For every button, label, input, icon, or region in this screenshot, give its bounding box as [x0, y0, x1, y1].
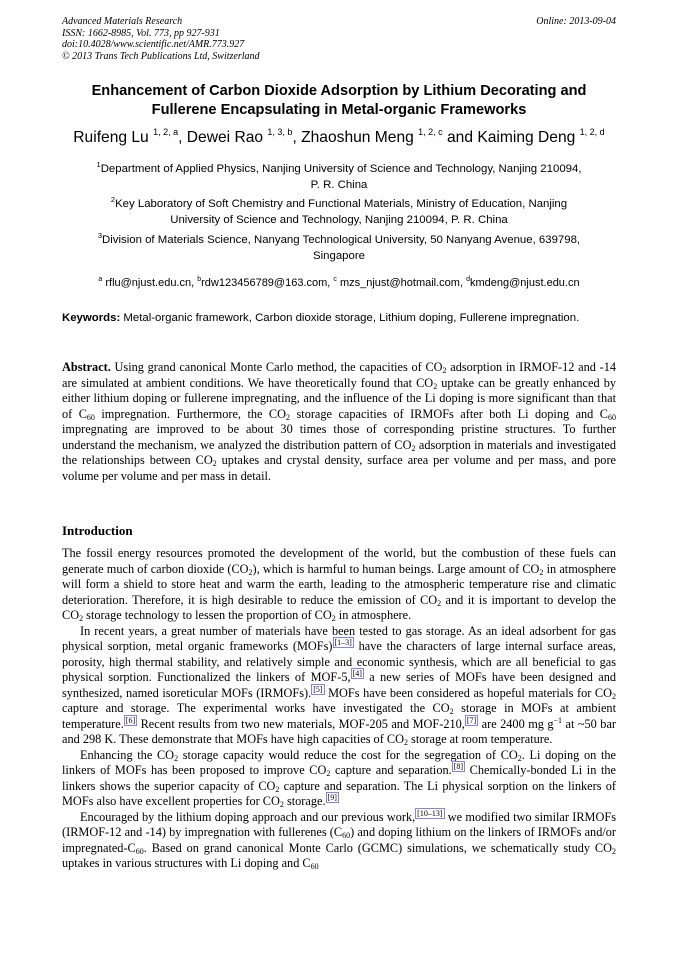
introduction-heading: Introduction — [62, 523, 133, 538]
journal-name: Advanced Materials Research — [62, 16, 183, 27]
text-run: ), which is harmful to human beings. Large amount of CO — [252, 561, 540, 576]
email-address[interactable]: kmdeng@njust.edu.cn — [469, 277, 580, 289]
intro-paragraph — [62, 810, 616, 872]
author-affil-sup: 1, 2, d — [579, 127, 605, 137]
subscript: 2 — [437, 598, 442, 608]
email-address[interactable]: rflu@njust.edu.cn — [105, 277, 192, 289]
citation-link[interactable]: [5] — [313, 684, 323, 694]
affiliation-line: P. R. China — [310, 178, 368, 191]
text-run: at ~50 bar and 298 K. These demonstrate that MOFs have high capacities of CO — [62, 716, 617, 746]
text-run: Recent results from two new materials, MOF-205 and MOF-210, — [137, 716, 465, 731]
email-separator: , — [327, 277, 334, 289]
subscript: 2 — [248, 567, 253, 577]
intro-paragraph — [62, 624, 616, 748]
email-list — [62, 276, 616, 290]
author-affil-sup: 1, 3, b — [267, 127, 293, 137]
text-run: adsorption in materials and investigated the relationships between CO — [62, 437, 617, 467]
title-line: Fullerene Encapsulating in Metal-organic Frameworks — [151, 102, 527, 118]
text-run: uptakes in various structures with Li doping and C — [62, 856, 311, 870]
email-sup: b — [197, 276, 202, 283]
author-name: Kaiming Deng — [477, 129, 576, 146]
text-run: a new series of MOFs have been designed and synthesized, named isoreticular MOFs (IRMOFs). — [62, 670, 616, 700]
subscript: 2 — [275, 784, 280, 794]
affiliation-line: Division of Materials Science, Nanyang Technological University, 50 Nanyang Avenue, 639798, — [102, 234, 581, 246]
text-run: MOFs have been considered as hopeful materials for CO — [324, 685, 612, 700]
text-run: have the characters of large internal surface areas, porosity, high thermal stability, and relatively simple and economic synthesis, which are all beneficial to gas physical sorption. Functionalized the linkers of MOF-5, — [62, 639, 617, 684]
author-affil-sup: 1, 2, c — [418, 127, 443, 137]
author-separator: and — [442, 129, 478, 146]
online-date: Online: 2013-09-04 — [536, 16, 616, 27]
author-affil-sup: 1, 2, a — [153, 127, 179, 137]
citation-link[interactable]: [7] — [466, 715, 477, 725]
email-sup: a — [98, 276, 103, 283]
subscript: 2 — [326, 769, 331, 778]
text-run: in atmosphere will form a shield to store heat and warm the earth, leading to the atmospheric temperature rise and climatic deterioration. Therefore, it is high desirable to reduce the emission of CO — [62, 561, 616, 607]
journal-header — [62, 16, 616, 62]
author-list — [62, 128, 616, 148]
text-run: Using grand canonical Monte Carlo method, the capacities of CO — [110, 360, 443, 374]
citation-link[interactable]: [9] — [327, 793, 337, 802]
text-run: adsorption in IRMOF-12 and -14 are simulated at ambient conditions. We have theoretically found that CO — [62, 360, 616, 390]
text-run: are 2400 mg g — [478, 716, 554, 731]
text-run: Chemically-bonded Li in the linkers shows the superior capacity of CO — [62, 763, 616, 793]
citation-link[interactable]: [1–3] — [334, 638, 352, 647]
subscript: 2 — [449, 707, 454, 716]
subscript: 2 — [331, 614, 336, 623]
subscript: 2 — [442, 366, 447, 375]
affiliation-2 — [62, 197, 616, 228]
subscript: 2 — [174, 753, 179, 763]
author-separator: , — [178, 129, 187, 146]
subscript: 2 — [411, 443, 416, 453]
email-sup: c — [333, 276, 337, 283]
subscript: 2 — [539, 567, 544, 577]
text-run: The fossil energy resources promoted the development of the world, but the combustion of these fuels can generate much of carbon dioxide (CO — [62, 546, 616, 576]
email-address[interactable]: mzs_njust@hotmail.com — [339, 277, 460, 289]
text-run: in atmosphere. — [335, 608, 412, 622]
affiliation-sup: 1 — [96, 160, 101, 169]
affiliation-1 — [62, 162, 616, 193]
subscript: 60 — [342, 831, 351, 840]
keywords-text: Metal-organic framework, Carbon dioxide storage, Lithium doping, Fullerene impregnation. — [120, 312, 580, 324]
subscript: 2 — [286, 412, 291, 422]
text-run: . Based on grand canonical Monte Carlo (GCMC) simulations, we schematically study CO — [143, 840, 612, 855]
subscript: 2 — [403, 738, 408, 747]
subscript: 60 — [310, 862, 319, 871]
citation-link[interactable]: [4] — [352, 669, 362, 678]
text-run: impregnation. Furthermore, the CO — [94, 406, 287, 421]
subscript: 60 — [608, 412, 616, 422]
subscript: 2 — [212, 459, 217, 468]
email-separator: , — [459, 277, 467, 289]
subscript: 2 — [517, 753, 522, 763]
subscript: 2 — [612, 691, 616, 701]
text-run: In recent years, a great number of materials have been tested to gas storage. As an ideal adsorbent for gas physical sorption, metal organic frameworks (MOFs) — [62, 623, 616, 653]
text-run: uptake can be greatly enhanced by either lithium doping or fullerene impregnating, and the influence of the Li doping is more significant than that of C — [62, 375, 616, 421]
email-sup: d — [466, 276, 470, 283]
affiliation-line: Department of Applied Physics, Nanjing University of Science and Technology, Nanjing 210094, — [100, 163, 582, 175]
affiliation-sup: 2 — [110, 195, 116, 204]
email-address[interactable]: rdw123456789@163.com — [201, 277, 328, 289]
author-name: Zhaoshun Meng — [301, 129, 414, 146]
text-run: Encouraged by the lithium doping approach and our previous work, — [80, 809, 416, 824]
abstract — [62, 360, 616, 484]
affiliation-3 — [62, 233, 616, 264]
copyright-line: © 2013 Trans Tech Publications Ltd, Switzerland — [62, 50, 260, 62]
text-run: storage. — [283, 794, 326, 808]
text-run: Enhancing the CO — [80, 747, 175, 762]
intro-paragraph — [62, 748, 616, 810]
text-run: ) and doping lithium on the linkers of IRMOFs and/or impregnated-C — [62, 825, 617, 855]
text-run: storage capacity would reduce the cost for the segregation of CO — [178, 747, 518, 762]
subscript: 60 — [86, 412, 95, 422]
text-run: capture and separation. — [330, 763, 452, 777]
issn-line: ISSN: 1662-8985, Vol. 773, pp 927-931 — [62, 27, 220, 39]
title-line: Enhancement of Carbon Dioxide Adsorption by Lithium Decorating and — [91, 83, 587, 99]
citation-link[interactable]: [8] — [453, 762, 464, 771]
text-run: storage in MOFs at ambient temperature. — [62, 701, 616, 731]
text-run: storage at room temperature. — [407, 732, 553, 746]
text-run: uptakes and crystal density, surface area per volume and per mass, and pore volume per volume and per mass in detail. — [62, 453, 617, 483]
subscript: 2 — [79, 614, 84, 623]
text-run: we modified two similar IRMOFs (IRMOF-12 and -14) by impregnation with fullerenes (C — [62, 809, 616, 839]
subscript: 60 — [135, 846, 144, 856]
intro-paragraph — [62, 546, 616, 624]
introduction-body — [62, 546, 616, 872]
doi-line: doi:10.4028/www.scientific.net/AMR.773.927 — [62, 39, 245, 50]
keywords — [62, 311, 616, 326]
paper-title — [62, 82, 616, 120]
text-run: storage capacities of IRMOFs after both Li doping and C — [290, 406, 608, 421]
text-run: . Li doping on the linkers of MOFs has been proposed to improve CO — [62, 747, 616, 777]
text-run: storage technology to lessen the proportion of CO — [83, 608, 332, 622]
subscript: 2 — [433, 381, 438, 391]
affiliation-line: University of Science and Technology, Nanjing 210094, P. R. China — [170, 213, 508, 226]
email-separator: , — [191, 277, 198, 289]
author-name: Dewei Rao — [186, 129, 264, 146]
text-run: capture and storage. The experimental works have investigated the CO — [62, 701, 450, 715]
author-separator: , — [292, 129, 302, 146]
citation-link[interactable]: [6] — [125, 715, 136, 725]
keywords-label: Keywords: — [62, 312, 121, 324]
text-run: impregnating are improved to be about 30 times those of corresponding pristine structures. To further understand the mechanism, we analyzed the distribution pattern of CO — [62, 422, 616, 452]
text-run: capture and separation. The Li physical sorption on the linkers of MOFs also have excellent properties for CO — [62, 778, 616, 808]
affiliation-line: Singapore — [313, 249, 365, 262]
text-run: and it is important to develop the CO — [62, 592, 617, 622]
author-name: Ruifeng Lu — [73, 129, 149, 146]
superscript: −1 — [553, 715, 563, 725]
subscript: 2 — [612, 846, 616, 856]
affiliation-sup: 3 — [97, 231, 103, 240]
affiliation-line: Key Laboratory of Soft Chemistry and Functional Materials, Ministry of Education, Nanjing — [115, 198, 568, 210]
abstract-label: Abstract. — [62, 360, 111, 374]
citation-link[interactable]: [10–13] — [417, 808, 443, 818]
subscript: 2 — [279, 800, 284, 809]
